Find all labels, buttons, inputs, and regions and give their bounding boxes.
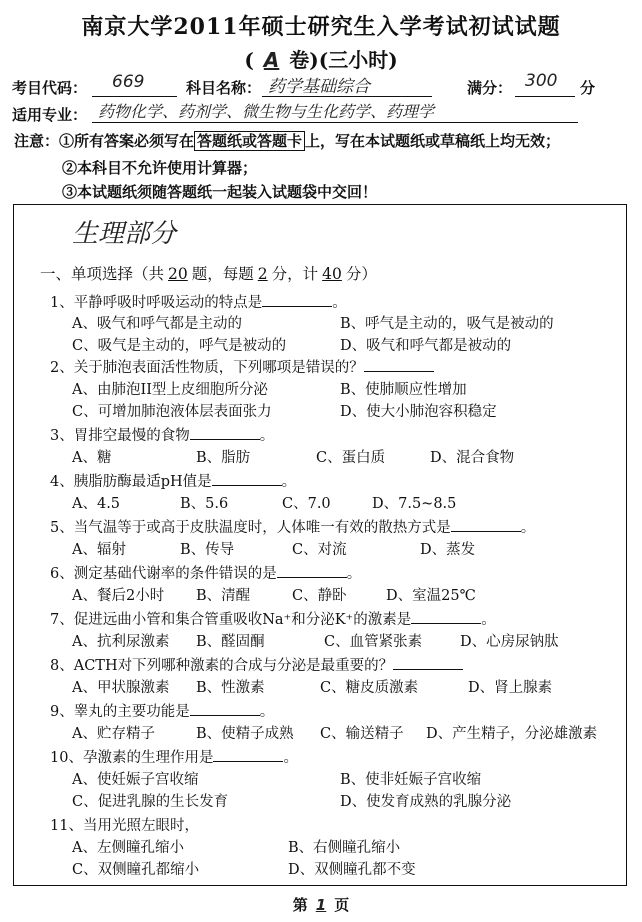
question-10: 10、孕激素的生理作用是 。	[50, 750, 298, 766]
q9-option-b: B、使精子成熟	[196, 726, 294, 742]
subject-label: 科目名称：	[186, 79, 262, 97]
score-value: 300	[525, 71, 558, 91]
notice-3: ③本试题纸须随答题纸一起装入试题袋中交回！	[62, 183, 378, 201]
q7-option-c: C、血管紧张素	[324, 634, 423, 650]
score-unit: 分	[580, 79, 596, 97]
q1-option-a: A、吸气和呼气都是主动的	[72, 316, 242, 332]
q5-option-a: A、辐射	[72, 542, 126, 558]
q6-option-c: C、静卧	[292, 588, 347, 604]
q2-option-a: A、由肺泡II型上皮细胞所分泌	[72, 382, 268, 398]
q10-option-d: D、使发育成熟的乳腺分泌	[340, 794, 512, 810]
question-3: 3、胃排空最慢的食物 。	[50, 428, 275, 444]
question-8: 8、ACTH对下列哪种激素的合成与分泌是最重要的？	[50, 654, 463, 675]
q1-option-d: D、吸气和呼气都是被动的	[340, 338, 512, 354]
q3-option-c: C、蛋白质	[316, 450, 386, 466]
question-4: 4、胰脂肪酶最适pH值是 。	[50, 474, 297, 490]
q3-option-a: A、糖	[72, 450, 112, 466]
q7-option-b: B、醛固酮	[196, 634, 265, 650]
question-2: 2、关于肺泡表面活性物质，下列哪项是错误的？	[50, 356, 434, 377]
q10-option-a: A、使妊娠子宫收缩	[72, 772, 199, 788]
question-6: 6、测定基础代谢率的条件错误的是 。	[50, 566, 362, 582]
q6-option-b: B、清醒	[196, 588, 251, 604]
question-1: 1、平静呼吸时呼吸运动的特点是 。	[50, 295, 347, 311]
q9-option-d: D、产生精子，分泌雄激素	[426, 726, 598, 742]
page-number: 1	[315, 896, 327, 914]
q9-option-a: A、贮存精子	[72, 726, 155, 742]
q11-option-a: A、左侧瞳孔缩小	[72, 840, 184, 856]
major-value: 药物化学、药剂学、微生物与生化药学、药理学	[98, 102, 435, 121]
notice-1: 注意：①所有答案必须写在 答题纸或答题卡 上，写在本试题纸或草稿纸上均无效；	[14, 132, 561, 150]
part-header: 一、单项选择（共 20 题，每题 2 分，计 40 分）	[40, 265, 377, 283]
answer-sheet-box: 答题纸或答题卡	[194, 131, 305, 151]
q10-option-b: B、使非妊娠子宫收缩	[340, 772, 482, 788]
question-11: 11、当用光照左眼时，	[50, 818, 199, 834]
q8-option-b: B、性激素	[196, 680, 265, 696]
q2-option-d: D、使大小肺泡容积稳定	[340, 404, 497, 420]
q5-option-c: C、对流	[292, 542, 347, 558]
exam-code-label: 考目代码：	[12, 79, 88, 97]
q11-option-b: B、右侧瞳孔缩小	[288, 840, 401, 856]
notice-2: ②本科目不允许使用计算器；	[62, 159, 258, 177]
score-underline	[515, 96, 575, 97]
q11-option-d: D、双侧瞳孔都不变	[288, 862, 416, 878]
major-label: 适用专业：	[12, 106, 88, 124]
exam-subtitle: ( A 卷)(三小时)	[244, 48, 398, 72]
question-5: 5、当气温等于或高于皮肤温度时，人体唯一有效的散热方式是 。	[50, 520, 536, 536]
q5-option-b: B、传导	[180, 542, 235, 558]
section-title: 生理部分	[72, 219, 177, 249]
subject-value: 药学基础综合	[268, 77, 370, 97]
q3-option-d: D、混合食物	[430, 450, 515, 466]
q1-option-c: C、吸气是主动的，呼气是被动的	[72, 338, 287, 354]
q9-option-c: C、输送精子	[320, 726, 404, 742]
question-7: 7、促进远曲小管和集合管重吸收Na⁺和分泌K⁺的激素是 。	[50, 612, 496, 628]
exam-title: 南京大学2011年硕士研究生入学考试初试试题	[81, 14, 561, 40]
q6-option-a: A、餐后2小时	[72, 588, 165, 604]
paper-version: A	[263, 48, 280, 72]
page-footer: 第 1 页	[292, 896, 350, 914]
q4-option-c: C、7.0	[282, 496, 331, 512]
exam-code-value: 669	[112, 72, 145, 92]
score-label: 满分：	[467, 79, 513, 97]
q3-option-b: B、脂肪	[196, 450, 251, 466]
exam-code-underline	[92, 96, 177, 97]
q4-option-d: D、7.5~8.5	[372, 496, 457, 512]
question-9: 9、睾丸的主要功能是 。	[50, 704, 275, 720]
q6-option-d: D、室温25℃	[386, 588, 476, 604]
q4-option-b: B、5.6	[180, 496, 229, 512]
q4-option-a: A、4.5	[72, 496, 121, 512]
q7-option-a: A、抗利尿激素	[72, 634, 170, 650]
q7-option-d: D、心房尿钠肽	[460, 634, 559, 650]
q8-option-a: A、甲状腺激素	[72, 680, 170, 696]
q8-option-c: C、糖皮质激素	[320, 680, 419, 696]
q2-option-b: B、使肺顺应性增加	[340, 382, 467, 398]
subject-underline	[262, 96, 432, 97]
q5-option-d: D、蒸发	[420, 542, 476, 558]
q11-option-c: C、双侧瞳孔都缩小	[72, 862, 200, 878]
q8-option-d: D、肾上腺素	[468, 680, 553, 696]
major-underline	[92, 122, 578, 123]
q2-option-c: C、可增加肺泡液体层表面张力	[72, 404, 272, 420]
q1-option-b: B、呼气是主动的，吸气是被动的	[340, 316, 554, 332]
q10-option-c: C、促进乳腺的生长发育	[72, 794, 229, 810]
